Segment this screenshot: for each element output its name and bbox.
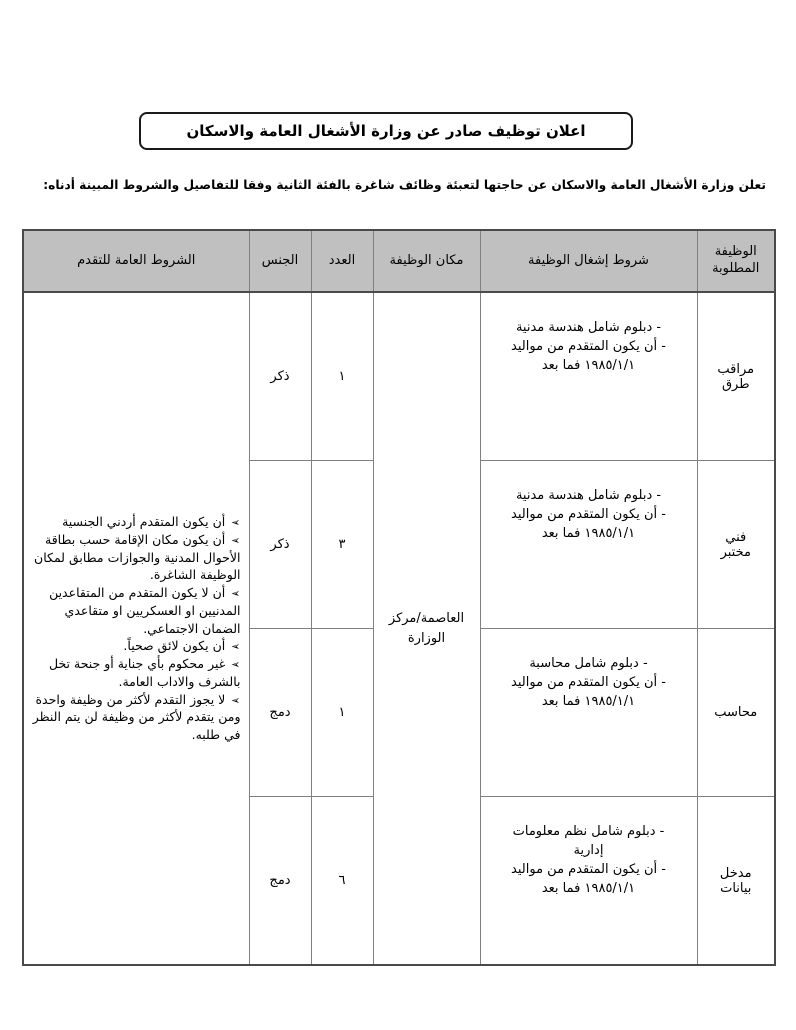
general-condition-text: لا يجوز التقدم لأكثر من وظيفة واحدة ومن يتقدم لأكثر من وظيفة لن يتم النظر في طلبه. [32, 691, 241, 743]
general-condition-item [30, 637, 241, 655]
header-general-conditions: الشروط العامة للتقدم [23, 230, 249, 292]
arrow-bullet-icon: ➢ [231, 658, 241, 672]
job-condition-line: - دبلوم شامل محاسبة [529, 656, 648, 671]
general-conditions-list [30, 513, 241, 744]
arrow-bullet-icon: ➢ [231, 533, 241, 547]
table-header-row [23, 230, 775, 292]
job-condition-line: - أن يكون المتقدم من مواليد [511, 674, 666, 690]
announcement-title: اعلان توظيف صادر عن وزارة الأشغال العامة والاسكان [186, 122, 586, 140]
arrow-bullet-icon: ➢ [231, 516, 241, 530]
header-count: العدد [311, 230, 373, 292]
announcement-title-box [139, 112, 633, 150]
gender-cell: دمج [249, 629, 311, 797]
general-conditions-cell [23, 292, 249, 965]
table-row [23, 292, 775, 461]
job-condition-line: إدارية [573, 842, 604, 858]
general-condition-text: غير محكوم بأي جناية أو جنحة تخل بالشرف والاداب العامة. [49, 656, 241, 689]
header-job: الوظيفة المطلوبة [697, 230, 775, 292]
general-condition-item [30, 655, 241, 691]
general-condition-item [30, 531, 241, 584]
header-place: مكان الوظيفة [373, 230, 480, 292]
job-conditions-cell [480, 629, 697, 797]
job-condition-line: - دبلوم شامل هندسة مدنية [515, 488, 662, 503]
count-cell: ٣ [311, 461, 373, 629]
job-condition-line: ١٩٨٥/١/١ فما بعد [541, 525, 636, 541]
job-condition-line: - دبلوم شامل هندسة مدنية [515, 320, 662, 335]
general-condition-item [30, 691, 241, 744]
job-condition-line: ١٩٨٥/١/١ فما بعد [541, 357, 636, 373]
job-place-cell: العاصمة/مركز الوزارة [373, 292, 480, 965]
arrow-bullet-icon: ➢ [231, 693, 241, 707]
count-cell: ٦ [311, 797, 373, 966]
job-title-cell: مدخل بيانات [697, 797, 775, 966]
job-condition-line: - أن يكون المتقدم من مواليد [511, 861, 666, 877]
job-conditions-cell [480, 292, 697, 461]
count-cell: ١ [311, 292, 373, 461]
jobs-table [22, 229, 776, 966]
gender-cell: دمج [249, 797, 311, 966]
general-condition-item [30, 513, 241, 531]
general-condition-item [30, 584, 241, 637]
job-condition-line: - أن يكون المتقدم من مواليد [511, 338, 666, 354]
job-condition-line: - أن يكون المتقدم من مواليد [511, 506, 666, 522]
job-conditions-cell [480, 461, 697, 629]
job-conditions-cell [480, 797, 697, 966]
job-condition-line: ١٩٨٥/١/١ فما بعد [541, 693, 636, 709]
general-condition-text: أن يكون لائق صحياً. [123, 638, 226, 654]
arrow-bullet-icon: ➢ [231, 640, 241, 654]
job-title-cell: محاسب [697, 629, 775, 797]
gender-cell: ذكر [249, 292, 311, 461]
header-job-conditions: شروط إشغال الوظيفة [480, 230, 697, 292]
job-condition-line: - دبلوم شامل نظم معلومات [512, 824, 665, 839]
intro-text: تعلن وزارة الأشغال العامة والاسكان عن حاجتها لتعبئة وظائف شاغرة بالفئة الثانية وفقا للتفاصيل والشروط المبينة أدناه: [43, 178, 766, 192]
header-gender: الجنس [249, 230, 311, 292]
general-condition-text: أن لا يكون المتقدم من المتقاعدين المدنيين او العسكريين او متقاعدي الضمان الاجتماعي. [49, 585, 241, 636]
count-cell: ١ [311, 629, 373, 797]
job-condition-line: ١٩٨٥/١/١ فما بعد [541, 880, 636, 896]
job-title-cell: مراقب طرق [697, 292, 775, 461]
arrow-bullet-icon: ➢ [231, 587, 241, 601]
job-title-cell: فني مختبر [697, 461, 775, 629]
general-condition-text: أن يكون مكان الإقامة حسب بطاقة الأحوال المدنية والجوازات مطابق لمكان الوظيفة الشاغرة. [34, 531, 241, 583]
gender-cell: ذكر [249, 461, 311, 629]
general-condition-text: أن يكون المتقدم أردني الجنسية [62, 514, 226, 530]
